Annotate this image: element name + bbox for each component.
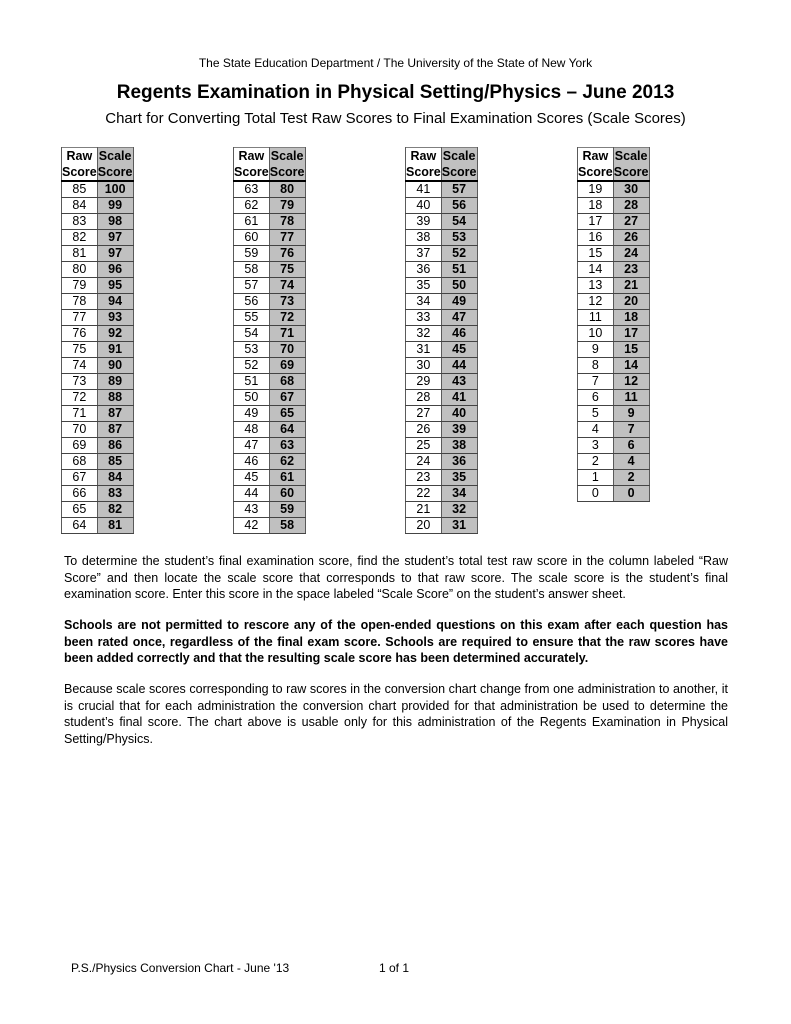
table-row (62, 422, 134, 438)
scale-score-cell: 2 (613, 470, 649, 486)
scale-score-header: Score (269, 165, 305, 179)
raw-score-cell: 63 (234, 181, 270, 198)
scale-score-cell: 71 (269, 326, 305, 342)
scale-score-cell: 36 (441, 454, 477, 470)
table-row (62, 358, 134, 374)
raw-score-cell: 43 (234, 502, 270, 518)
table-row (578, 374, 650, 390)
raw-score-cell: 57 (234, 278, 270, 294)
scale-score-cell: 18 (613, 310, 649, 326)
table-row (62, 326, 134, 342)
raw-score-cell: 73 (62, 374, 98, 390)
table-row (578, 310, 650, 326)
table-row (62, 406, 134, 422)
scale-score-cell: 4 (613, 454, 649, 470)
page-title: Regents Examination in Physical Setting/Physics – June 2013 (116, 82, 675, 103)
scale-score-cell: 68 (269, 374, 305, 390)
table-row (578, 390, 650, 406)
scale-score-cell: 87 (97, 406, 133, 422)
table-row (406, 358, 478, 374)
table-row (62, 374, 134, 390)
organization-header: The State Education Department / The University of the State of New York (198, 56, 593, 70)
raw-score-cell: 27 (406, 406, 442, 422)
raw-score-cell: 14 (578, 262, 614, 278)
raw-score-cell: 66 (62, 486, 98, 502)
scale-score-cell: 76 (269, 246, 305, 262)
raw-score-cell: 70 (62, 422, 98, 438)
raw-score-cell: 51 (234, 374, 270, 390)
table-header-row (578, 164, 650, 181)
table-row (578, 278, 650, 294)
table-row (406, 486, 478, 502)
table-row (578, 422, 650, 438)
raw-score-header: Score (234, 165, 269, 179)
scale-score-cell: 92 (97, 326, 133, 342)
raw-score-cell: 22 (406, 486, 442, 502)
raw-score-cell: 80 (62, 262, 98, 278)
table-row (406, 262, 478, 278)
conversion-table-3 (405, 147, 478, 534)
scale-score-header: Scale (270, 149, 304, 163)
scale-score-cell: 39 (441, 422, 477, 438)
table-row (62, 262, 134, 278)
raw-score-cell: 21 (406, 502, 442, 518)
raw-score-cell: 16 (578, 230, 614, 246)
conversion-table-1 (61, 147, 134, 534)
raw-score-cell: 64 (62, 518, 98, 534)
raw-score-cell: 4 (578, 422, 614, 438)
table-row (62, 214, 134, 230)
scale-score-cell: 65 (269, 406, 305, 422)
scale-score-cell: 88 (97, 390, 133, 406)
scale-score-cell: 63 (269, 438, 305, 454)
table-row (62, 310, 134, 326)
scale-score-cell: 6 (613, 438, 649, 454)
raw-score-cell: 47 (234, 438, 270, 454)
scale-score-cell: 80 (269, 181, 305, 198)
scale-score-cell: 58 (269, 518, 305, 534)
raw-score-cell: 50 (234, 390, 270, 406)
raw-score-cell: 32 (406, 326, 442, 342)
scale-score-cell: 72 (269, 310, 305, 326)
table-row (234, 181, 306, 198)
raw-score-cell: 39 (406, 214, 442, 230)
table-row (406, 294, 478, 310)
table-row (578, 326, 650, 342)
raw-score-cell: 52 (234, 358, 270, 374)
raw-score-cell: 41 (406, 181, 442, 198)
raw-score-cell: 53 (234, 342, 270, 358)
table-row (578, 486, 650, 502)
raw-score-cell: 44 (234, 486, 270, 502)
raw-score-cell: 82 (62, 230, 98, 246)
raw-score-cell: 79 (62, 278, 98, 294)
scale-score-cell: 24 (613, 246, 649, 262)
raw-score-cell: 11 (578, 310, 614, 326)
table-row (234, 294, 306, 310)
table-row (234, 198, 306, 214)
scale-score-cell: 79 (269, 198, 305, 214)
raw-score-cell: 83 (62, 214, 98, 230)
instructions-paragraph: To determine the student’s final examination score, find the student’s total test raw score in the column labeled “Raw Score” and then locate the scale score that corresponds to that raw score. The scale score is the student’s final examination score. Enter this score in the space labeled “Scale Score” on the student’s answer sheet. (64, 554, 728, 601)
raw-score-cell: 20 (406, 518, 442, 534)
table-row (62, 294, 134, 310)
raw-score-header: Raw (234, 148, 270, 165)
scale-score-cell: 86 (97, 438, 133, 454)
raw-score-cell: 81 (62, 246, 98, 262)
raw-score-cell: 67 (62, 470, 98, 486)
table-row (234, 262, 306, 278)
table-row (406, 470, 478, 486)
raw-score-cell: 38 (406, 230, 442, 246)
raw-score-cell: 84 (62, 198, 98, 214)
scale-score-cell: 94 (97, 294, 133, 310)
table-header-row (234, 148, 306, 165)
scale-score-cell: 78 (269, 214, 305, 230)
raw-score-cell: 33 (406, 310, 442, 326)
table-row (234, 502, 306, 518)
table-row (234, 422, 306, 438)
scale-score-cell: 59 (269, 502, 305, 518)
table-row (578, 470, 650, 486)
page-subtitle: Chart for Converting Total Test Raw Scores to Final Examination Scores (Scale Scores) (105, 110, 686, 127)
raw-score-cell: 13 (578, 278, 614, 294)
scale-score-cell: 47 (441, 310, 477, 326)
raw-score-cell: 25 (406, 438, 442, 454)
scale-score-cell: 40 (441, 406, 477, 422)
table-row (62, 390, 134, 406)
table-row (234, 326, 306, 342)
scale-score-cell: 62 (269, 454, 305, 470)
raw-score-cell: 75 (62, 342, 98, 358)
raw-score-cell: 56 (234, 294, 270, 310)
raw-score-cell: 77 (62, 310, 98, 326)
footer-page-number: 1 of 1 (379, 961, 410, 975)
table-row (62, 181, 134, 198)
table-row (234, 230, 306, 246)
table-row (62, 342, 134, 358)
table-row (406, 198, 478, 214)
scale-score-header: Score (613, 165, 649, 179)
table-row (406, 326, 478, 342)
scale-score-header: Score (441, 165, 477, 179)
scale-score-cell: 99 (97, 198, 133, 214)
raw-score-cell: 78 (62, 294, 98, 310)
scale-score-cell: 52 (441, 246, 477, 262)
table-row (406, 181, 478, 198)
table-row (62, 246, 134, 262)
raw-score-cell: 71 (62, 406, 98, 422)
scale-score-cell: 12 (613, 374, 649, 390)
raw-score-header: Score (406, 165, 441, 179)
scale-score-cell: 26 (613, 230, 649, 246)
raw-score-cell: 19 (578, 181, 614, 198)
raw-score-cell: 15 (578, 246, 614, 262)
table-row (406, 502, 478, 518)
scale-score-cell: 28 (613, 198, 649, 214)
raw-score-cell: 59 (234, 246, 270, 262)
scale-score-cell: 56 (441, 198, 477, 214)
raw-score-cell: 69 (62, 438, 98, 454)
raw-score-cell: 72 (62, 390, 98, 406)
table-row (62, 518, 134, 534)
scale-score-cell: 100 (97, 181, 133, 198)
raw-score-cell: 3 (578, 438, 614, 454)
scale-score-header: Scale (98, 149, 132, 163)
conversion-table-2 (233, 147, 306, 534)
table-row (234, 214, 306, 230)
scale-score-cell: 53 (441, 230, 477, 246)
scale-score-cell: 45 (441, 342, 477, 358)
table-row (62, 502, 134, 518)
table-row (406, 454, 478, 470)
scale-score-cell: 54 (441, 214, 477, 230)
raw-score-cell: 9 (578, 342, 614, 358)
raw-score-cell: 0 (578, 486, 614, 502)
table-row (406, 310, 478, 326)
raw-score-cell: 24 (406, 454, 442, 470)
table-row (234, 374, 306, 390)
table-row (234, 342, 306, 358)
raw-score-cell: 2 (578, 454, 614, 470)
table-header-row (406, 164, 478, 181)
table-row (234, 438, 306, 454)
scale-score-cell: 43 (441, 374, 477, 390)
raw-score-cell: 6 (578, 390, 614, 406)
scale-score-cell: 89 (97, 374, 133, 390)
scale-score-cell: 32 (441, 502, 477, 518)
raw-score-header: Score (62, 165, 97, 179)
scale-score-cell: 46 (441, 326, 477, 342)
raw-score-cell: 68 (62, 454, 98, 470)
table-row (62, 278, 134, 294)
rescore-notice-paragraph: Schools are not permitted to rescore any of the open-ended questions on this exam after each question has been rated once, regardless of the final exam score. Schools are required to ensure that the raw scores have been added correctly and that the resulting scale score has been determined accurately. (64, 618, 728, 665)
scale-score-cell: 91 (97, 342, 133, 358)
table-row (406, 214, 478, 230)
raw-score-cell: 45 (234, 470, 270, 486)
raw-score-cell: 30 (406, 358, 442, 374)
raw-score-cell: 10 (578, 326, 614, 342)
scale-score-cell: 49 (441, 294, 477, 310)
table-row (234, 470, 306, 486)
scale-score-cell: 57 (441, 181, 477, 198)
scale-score-cell: 50 (441, 278, 477, 294)
table-row (406, 518, 478, 534)
table-row (62, 454, 134, 470)
raw-score-cell: 28 (406, 390, 442, 406)
scale-score-cell: 20 (613, 294, 649, 310)
scale-score-cell: 51 (441, 262, 477, 278)
table-row (62, 230, 134, 246)
table-row (578, 358, 650, 374)
scale-score-cell: 0 (613, 486, 649, 502)
scale-score-cell: 14 (613, 358, 649, 374)
raw-score-cell: 1 (578, 470, 614, 486)
scale-score-cell: 73 (269, 294, 305, 310)
table-header-row (578, 148, 650, 165)
raw-score-header: Raw (578, 148, 614, 165)
scale-score-cell: 31 (441, 518, 477, 534)
table-row (62, 198, 134, 214)
table-row (234, 486, 306, 502)
scale-score-cell: 98 (97, 214, 133, 230)
table-row (234, 310, 306, 326)
scale-score-cell: 61 (269, 470, 305, 486)
scale-score-cell: 93 (97, 310, 133, 326)
scale-score-cell: 90 (97, 358, 133, 374)
scale-score-cell: 41 (441, 390, 477, 406)
raw-score-cell: 40 (406, 198, 442, 214)
scale-score-cell: 67 (269, 390, 305, 406)
raw-score-cell: 12 (578, 294, 614, 310)
scale-score-cell: 84 (97, 470, 133, 486)
raw-score-cell: 65 (62, 502, 98, 518)
table-row (406, 374, 478, 390)
raw-score-cell: 61 (234, 214, 270, 230)
raw-score-cell: 17 (578, 214, 614, 230)
raw-score-cell: 23 (406, 470, 442, 486)
raw-score-cell: 26 (406, 422, 442, 438)
raw-score-cell: 36 (406, 262, 442, 278)
raw-score-cell: 76 (62, 326, 98, 342)
raw-score-cell: 35 (406, 278, 442, 294)
scale-score-cell: 11 (613, 390, 649, 406)
scale-score-cell: 17 (613, 326, 649, 342)
table-row (234, 358, 306, 374)
raw-score-cell: 54 (234, 326, 270, 342)
table-row (406, 230, 478, 246)
table-row (406, 406, 478, 422)
table-row (578, 230, 650, 246)
scale-score-cell: 21 (613, 278, 649, 294)
table-row (62, 438, 134, 454)
scale-score-cell: 95 (97, 278, 133, 294)
raw-score-cell: 7 (578, 374, 614, 390)
raw-score-cell: 42 (234, 518, 270, 534)
table-row (578, 438, 650, 454)
raw-score-header: Raw (62, 148, 98, 165)
conversion-table-4 (577, 147, 650, 502)
scale-score-cell: 96 (97, 262, 133, 278)
scale-score-cell: 83 (97, 486, 133, 502)
scale-score-cell: 9 (613, 406, 649, 422)
scale-score-cell: 97 (97, 230, 133, 246)
scale-score-cell: 35 (441, 470, 477, 486)
table-row (234, 518, 306, 534)
scale-score-cell: 77 (269, 230, 305, 246)
scale-score-cell: 74 (269, 278, 305, 294)
scale-score-cell: 81 (97, 518, 133, 534)
raw-score-cell: 31 (406, 342, 442, 358)
raw-score-cell: 37 (406, 246, 442, 262)
table-row (578, 198, 650, 214)
table-row (406, 390, 478, 406)
scale-score-cell: 60 (269, 486, 305, 502)
raw-score-cell: 48 (234, 422, 270, 438)
scale-score-header: Scale (614, 149, 648, 163)
table-header-row (62, 164, 134, 181)
table-row (234, 390, 306, 406)
table-row (406, 278, 478, 294)
scale-score-cell: 82 (97, 502, 133, 518)
footer-document-name: P.S./Physics Conversion Chart - June '13 (71, 961, 290, 975)
raw-score-cell: 55 (234, 310, 270, 326)
scale-score-cell: 70 (269, 342, 305, 358)
table-row (578, 294, 650, 310)
scale-score-cell: 34 (441, 486, 477, 502)
table-row (578, 262, 650, 278)
scale-score-header: Score (97, 165, 133, 179)
scale-score-cell: 64 (269, 422, 305, 438)
scale-score-cell: 27 (613, 214, 649, 230)
scale-score-cell: 87 (97, 422, 133, 438)
table-row (578, 214, 650, 230)
scale-score-cell: 30 (613, 181, 649, 198)
scale-score-cell: 38 (441, 438, 477, 454)
table-row (234, 246, 306, 262)
table-row (406, 246, 478, 262)
table-row (234, 278, 306, 294)
table-row (406, 438, 478, 454)
table-header-row (406, 148, 478, 165)
raw-score-cell: 62 (234, 198, 270, 214)
raw-score-cell: 60 (234, 230, 270, 246)
table-row (578, 246, 650, 262)
scale-score-cell: 15 (613, 342, 649, 358)
raw-score-cell: 74 (62, 358, 98, 374)
table-row (578, 181, 650, 198)
table-row (578, 406, 650, 422)
table-row (62, 470, 134, 486)
raw-score-cell: 18 (578, 198, 614, 214)
table-row (578, 454, 650, 470)
scale-score-cell: 85 (97, 454, 133, 470)
scale-score-cell: 69 (269, 358, 305, 374)
raw-score-cell: 5 (578, 406, 614, 422)
table-row (234, 454, 306, 470)
raw-score-cell: 34 (406, 294, 442, 310)
table-row (406, 342, 478, 358)
scale-score-cell: 44 (441, 358, 477, 374)
scale-score-cell: 75 (269, 262, 305, 278)
table-row (406, 422, 478, 438)
raw-score-cell: 49 (234, 406, 270, 422)
table-header-row (62, 148, 134, 165)
table-row (62, 486, 134, 502)
raw-score-cell: 58 (234, 262, 270, 278)
table-row (234, 406, 306, 422)
table-header-row (234, 164, 306, 181)
scale-score-header: Scale (442, 149, 476, 163)
scale-score-cell: 7 (613, 422, 649, 438)
raw-score-cell: 46 (234, 454, 270, 470)
raw-score-cell: 85 (62, 181, 98, 198)
raw-score-cell: 8 (578, 358, 614, 374)
administration-notice-paragraph: Because scale scores corresponding to raw scores in the conversion chart change from one administration to another, it is crucial that for each administration the conversion chart provided for that administration be used to determine the student’s final score. The chart above is usable only for this administration of the Regents Examination in Physical Setting/Physics. (64, 682, 728, 746)
scale-score-cell: 23 (613, 262, 649, 278)
raw-score-header: Score (578, 165, 613, 179)
table-row (578, 342, 650, 358)
raw-score-cell: 29 (406, 374, 442, 390)
scale-score-cell: 97 (97, 246, 133, 262)
raw-score-header: Raw (406, 148, 442, 165)
